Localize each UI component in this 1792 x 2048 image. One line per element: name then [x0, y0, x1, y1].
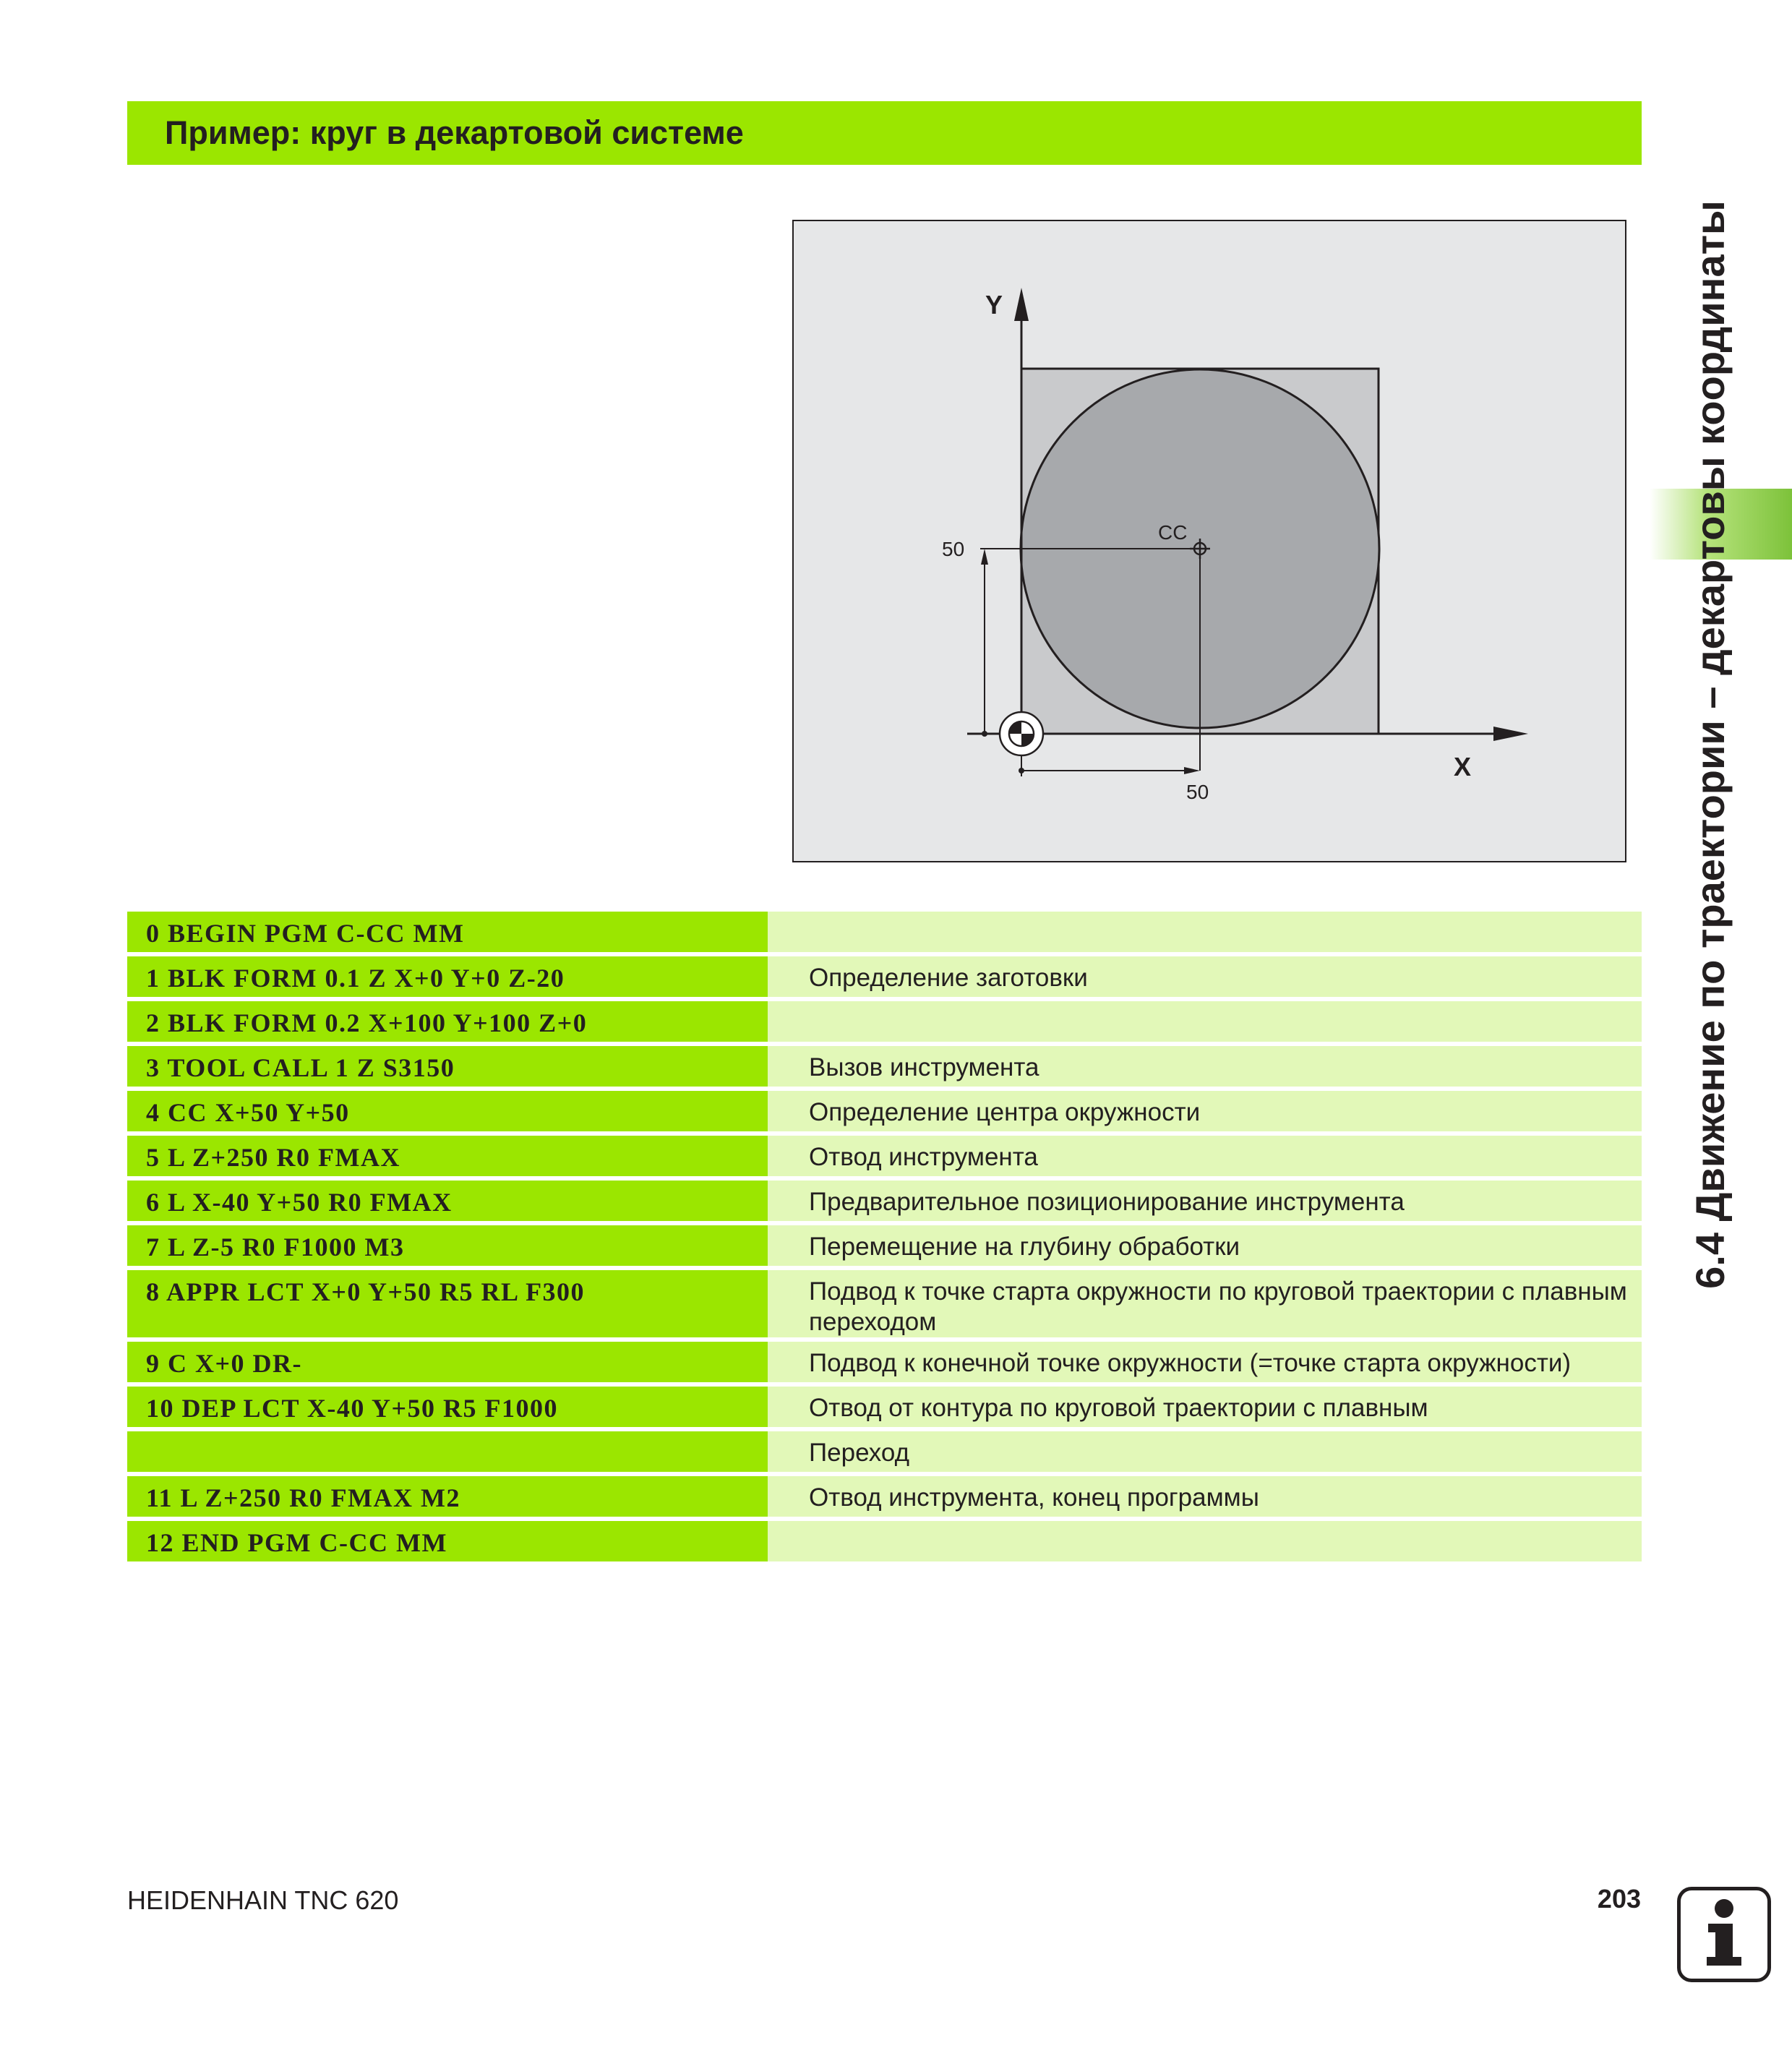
table-row	[127, 1342, 1642, 1382]
nc-block-comment: Определение центра окружности	[768, 1091, 1642, 1131]
info-icon-glyph	[1681, 1890, 1767, 1979]
x-dimension-arrow	[1184, 767, 1200, 774]
center-label: CC	[1158, 521, 1188, 544]
nc-block-comment	[768, 1521, 1642, 1561]
table-row	[127, 1476, 1642, 1517]
page-number: 203	[1597, 1884, 1641, 1914]
nc-block-code: 7 L Z-5 R0 F1000 M3	[127, 1225, 768, 1266]
nc-block-comment: Подвод к конечной точке окружности (=точке старта окружности)	[768, 1342, 1642, 1382]
nc-block-comment	[768, 1001, 1642, 1042]
table-row	[127, 1270, 1642, 1337]
y-dimension-arrow	[981, 549, 988, 565]
table-row	[127, 1225, 1642, 1266]
nc-block-code: 1 BLK FORM 0.1 Z X+0 Y+0 Z-20	[127, 956, 768, 997]
y-dimension-origin-dot	[982, 731, 987, 737]
nc-block-comment	[768, 912, 1642, 952]
page-title: Пример: круг в декартовой системе	[165, 114, 744, 151]
nc-block-code	[127, 1431, 768, 1472]
table-row	[127, 1046, 1642, 1087]
table-row	[127, 1136, 1642, 1176]
nc-block-code: 6 L X-40 Y+50 R0 FMAX	[127, 1181, 768, 1221]
table-row	[127, 1091, 1642, 1131]
nc-block-code: 2 BLK FORM 0.2 X+100 Y+100 Z+0	[127, 1001, 768, 1042]
y-axis-arrow	[1014, 288, 1029, 321]
x-dimension-label: 50	[1186, 781, 1209, 803]
nc-program-table	[127, 912, 1642, 1566]
nc-block-code: 5 L Z+250 R0 FMAX	[127, 1136, 768, 1176]
nc-block-code: 11 L Z+250 R0 FMAX M2	[127, 1476, 768, 1517]
circle-diagram-svg	[794, 221, 1625, 861]
table-row	[127, 1431, 1642, 1472]
circle-diagram	[792, 220, 1626, 862]
nc-block-code: 8 APPR LCT X+0 Y+50 R5 RL F300	[127, 1270, 768, 1337]
nc-block-comment: Отвод инструмента, конец программы	[768, 1476, 1642, 1517]
x-axis-label: X	[1454, 752, 1472, 781]
table-row	[127, 1181, 1642, 1221]
table-row	[127, 1001, 1642, 1042]
nc-block-comment: Вызов инструмента	[768, 1046, 1642, 1087]
section-header-bar	[127, 101, 1642, 165]
nc-block-comment: Перемещение на глубину обработки	[768, 1225, 1642, 1266]
manual-name: HEIDENHAIN TNC 620	[127, 1885, 399, 1915]
y-axis-label: Y	[985, 290, 1003, 320]
nc-block-comment: Отвод от контура по круговой траектории с плавным	[768, 1387, 1642, 1427]
nc-block-comment: Подвод к точке старта окружности по круговой траектории с плавным переходом	[768, 1270, 1642, 1337]
nc-block-code: 3 TOOL CALL 1 Z S3150	[127, 1046, 768, 1087]
info-icon[interactable]	[1677, 1887, 1771, 1982]
nc-block-comment: Определение заготовки	[768, 956, 1642, 997]
nc-block-comment: Отвод инструмента	[768, 1136, 1642, 1176]
nc-block-code: 10 DEP LCT X-40 Y+50 R5 F1000	[127, 1387, 768, 1427]
x-axis-arrow	[1493, 727, 1528, 741]
table-row	[127, 1387, 1642, 1427]
side-section-title-container	[1670, 94, 1749, 1395]
nc-block-comment: Предварительное позиционирование инструмента	[768, 1181, 1642, 1221]
nc-block-code: 12 END PGM C-CC MM	[127, 1521, 768, 1561]
table-row	[127, 912, 1642, 952]
table-row	[127, 956, 1642, 997]
nc-block-code: 4 CC X+50 Y+50	[127, 1091, 768, 1131]
nc-block-comment: Переход	[768, 1431, 1642, 1472]
table-row	[127, 1521, 1642, 1561]
nc-block-code: 0 BEGIN PGM C-CC MM	[127, 912, 768, 952]
y-dimension-label: 50	[942, 538, 965, 560]
nc-block-code: 9 C X+0 DR-	[127, 1342, 768, 1382]
side-section-title: 6.4 Движение по траектории – декартовы координаты	[1686, 200, 1733, 1289]
